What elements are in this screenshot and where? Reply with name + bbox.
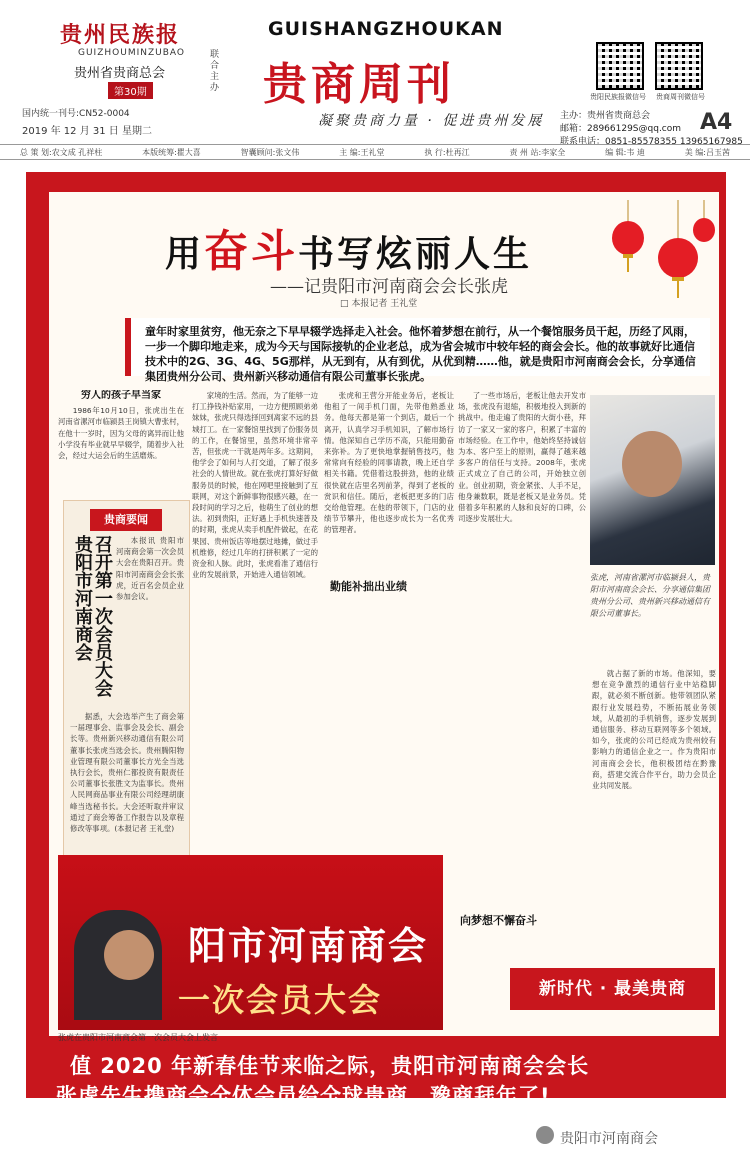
article-title [165,215,532,279]
paper-pinyin: GUISHANGZHOUKAN [268,18,504,40]
feature-badge: 新时代 · 最美贵商 [510,968,715,1010]
credit-item: 主 编:王礼堂 [339,147,385,157]
text-column [192,390,318,850]
speaker-figure [74,910,162,1020]
news-sidebar [63,500,190,862]
paper-slogan: 凝聚贵商力量 · 促进贵州发展 [318,113,545,129]
issue-badge: 第30期 [108,82,153,99]
section-heading: 勤能补拙出业绩 [330,580,407,593]
cn-code: 国内统一刊号:CN52-0004 [22,109,130,119]
photo-banner-text: 阳市河南商会 [188,924,429,968]
credit-item: 本版统筹:瞿大喜 [142,147,201,157]
text-column [592,668,716,968]
speaker-face [104,930,154,980]
sidebar-tag: 贵商要闻 [90,509,162,531]
paragraph: 1986年10月10日，张虎出生在河南省漯河市临颍县王岗镇大曹张村，在他十一岁时，因为父母的离异而让他小学没有毕业就早早辍学，随着步入社会，经过大运会后的生活磨炼。 [58,406,184,461]
page-number: A4 [700,110,733,135]
qr1-caption: 贵阳民族报微信号 [590,93,646,101]
contact-phone: 联系电话：0851-85578355 13965167985 [560,137,743,147]
masthead-left [22,18,210,137]
paragraph: 了一些市场后，老板让他去开发市场，张虎没有退缩，积极地投入到新的挑战中。他走遍了贵阳的大街小巷，拜访了一家又一家的客户，积累了丰富的市场经验。在工作中，他始终坚持诚信为本、客户至上的原则，赢得了越来越多客户的信任与支持。2008年，张虎正式成立了自己的公司，开始独立创业。创业初期，资金紧张、人手不足，他身兼数职，既是老板又是业务员。凭借着多年积累的人脉和良好的口碑，公司逐步发展壮大。 [458,391,586,524]
sidebar-body [116,535,184,675]
reporter-byline: □ 本报记者 王礼堂 [340,299,418,309]
issue-date: 2019 年 12 月 31 日 星期二 [22,126,152,137]
greeting-banner-line: 张虎先生携商会全体会员给全球贵商、豫商拜年了! [56,1084,551,1108]
logo-pinyin: GUIZHOUMINZUBAO [78,48,185,58]
greeting-banner-line: 值 2020 年新春佳节来临之际，贵阳市河南商会会长 [70,1054,590,1078]
credit-item: 美 编:吕玉茜 [684,147,730,157]
paper-name: 贵商周刊 [263,59,455,110]
title-highlight: 奋斗 [204,226,299,277]
title-part: 书写炫丽人生 [298,233,533,275]
title-part: 用 [165,233,205,275]
text-column [458,390,586,860]
qr-code-icon [655,42,703,90]
sponsor-label: 联合主办 [210,50,220,93]
credit-item: 智囊顾问:张文伟 [240,147,300,157]
wechat-icon [536,1126,554,1144]
article-subtitle: ——记贵阳市河南商会会长张虎 [270,277,508,297]
credits-bar [0,144,750,160]
paragraph: 家境的生活。然而，为了能够一边打工挣钱补贴家用，一边方便照顾弟弟妹妹，张虎只得选择回到离家不远的县城打工。在一家餐馆里找到了份服务员的工作，在餐馆里，虽然环境非常辛苦，但张虎一干就是两年多。这期间，他学会了如何与人打交道，了解了很多社会的人情世故。就在张虎打算好好做服务员的时候，他在网吧里接触到了互联网，对这个新鲜事物很感兴趣，在一段时间的学习之后，他萌生了创业的想法。初到贵阳，正好遇上手机快速普及的时期，张虎从卖手机配件做起，在花果园、贵州饭店等地摆过地摊，做过手机维修，经过几年的打拼积累了一定的资金和人脉。此时，张虎看准了通信行业的发展前景，开始进入通信领域。 [192,391,318,580]
watermark: 贵阳市河南商会 [560,1131,658,1147]
credit-item: 执 行:杜再江 [424,147,470,157]
newspaper-logo: 贵州民族报 [60,22,181,48]
photo-banner-text: 一次会员大会 [178,981,383,1019]
text-column [58,390,184,500]
lanterns-icon [598,200,718,310]
meeting-photo-caption: 张虎在贵阳市河南商会第一次会员大会上发言 [58,1033,218,1042]
section-heading: 穷人的孩子早当家 [81,390,161,401]
portrait-photo [590,395,715,565]
paragraph: 本报讯 贵阳市河南商会第一次会员大会在贵阳召开。贵阳市河南商会会长张虎，近百名会员企业参加会议。 [116,536,184,602]
portrait-face [622,431,682,497]
credit-item: 总 策 划:农文成 孔祥柱 [19,147,103,157]
paragraph: 就占据了新的市场。他深知，要想在竞争激烈的通信行业中站稳脚跟，就必须不断创新。他带领团队紧跟行业发展趋势，不断拓展业务领域，从最初的手机销售，逐步发展到通信服务、移动互联网等多个领域。如今，张虎的公司已经成为贵州较有影响力的通信企业之一。作为贵阳市河南商会会长，他积极团结在黔豫商，搭建交流合作平台，助力会员企业共同发展。 [592,669,716,791]
qr-code-icon [596,42,644,90]
paragraph: 张虎和王营分开能业务后，老板让他租了一间手机门面，先带他熟悉业务。他每天都是第一个到店，最后一个离开，认真学习手机知识，了解市场行情。他深知自己学历不高，只能用勤奋来弥补。为了更快地掌握销售技巧，他常常向有经验的同事请教，晚上还自学相关书籍。凭借着这股拼劲，他的业绩很快就在店里名列前茅，得到了老板的赏识和信任。随后，老板把更多的门店交给他管理。在他的带领下，门店的业绩节节攀升，他也逐步成长为一名优秀的管理者。 [324,391,454,535]
article-abstract: 童年时家里贫穷，他无奈之下早早辍学选择走入社会。他怀着梦想在前行，从一个餐馆服务员干起，历经了风雨，一步一个脚印地走来，成为今天与国际接轨的企业老总，成为省会城市中较年轻的商会会长。他的故事就好比通信技术中的2G、3G、4G、5G那样，从无到有，从有到优，从优到精……他，就是贵阳市河南商会会长，分享通信集团贵州分公司、贵州新兴移动通信有限公司董事长张虎。 [125,318,710,376]
portrait-caption: 张虎，河南省漯河市临颍县人，贵阳市河南商会会长、分享通信集团贵州分公司、贵州新兴移动通信有限公司董事长。 [590,573,710,618]
organization-name: 贵州省贵商总会 [74,66,166,81]
sidebar-body-continued [70,711,184,856]
contact-email: 邮箱：28966129S@qq.com [560,124,682,134]
credit-item: 责 州 站:李家全 [509,147,566,157]
qr2-caption: 贵商周刊微信号 [656,93,705,101]
text-column [324,390,454,835]
paragraph: 据悉，大会选举产生了商会第一届理事会、监事会及会长、副会长等。贵州新兴移动通信有限公司董事长张虎当选会长。贵州腾阳物业管理有限公司董事长方光全当选执行会长，贵州仁都投资有限责任公司董事长张胜文为监事长。贵州人民网商品事业有限公司经理胡康峰当选秘书长。大会还听取并审议通过了商会筹备工作报告以及章程修改等事项。(本报记者 王礼堂) [70,712,184,834]
meeting-photo [58,855,443,1030]
credit-item: 编 辑:韦 迪 [605,147,645,157]
contact-host: 主办：贵州省贵商总会 [560,111,651,121]
section-heading: 向梦想不懈奋斗 [460,914,537,927]
sidebar-title: 召开第一次会员大会贵阳市河南商会 [72,535,113,697]
